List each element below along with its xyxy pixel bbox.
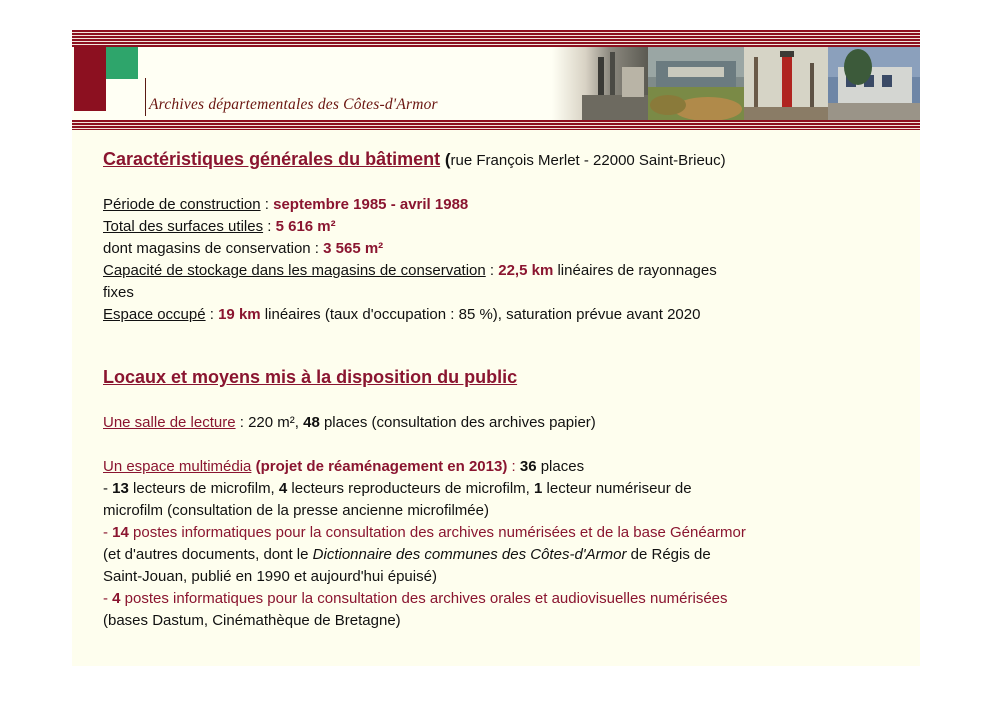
period-label: Période de construction [103,196,261,213]
microfilm-line [103,478,903,500]
photo-red-lighthouse [744,47,828,120]
multimedia-places-word: places [536,458,585,475]
postes-n: 14 [112,524,129,541]
period-value: septembre 1985 - avril 1988 [273,196,469,213]
reading-a: : 220 m², [235,414,304,431]
banner-title: Archives départementales des Côtes-d'Armor [149,96,438,113]
capacity-sep: : [485,262,499,279]
reading-line [103,412,903,434]
occupied-sep: : [205,306,219,323]
orales-bases: (bases Dastum, Cinémathèque de Bretagne) [103,612,401,629]
microfilm-n1: 13 [112,480,129,497]
banner [72,30,920,130]
reading-b: places (consultation des archives papier) [319,414,596,431]
logo-square-maroon-top [74,47,106,79]
section1-heading-line [103,148,903,172]
microfilm-cont: microfilm (consultation de la presse ancienne microfilmée) [103,502,489,519]
reading-places: 48 [303,414,320,431]
photo-blue-building [828,47,920,120]
content [103,148,903,632]
occupied-rest: linéaires (taux d'occupation : 85 %), saturation prévue avant 2020 [260,306,701,323]
section1-address: rue François Merlet - 22000 Saint-Brieuc) [450,152,726,169]
microfilm-n3: 1 [534,480,543,497]
microfilm-dash: - [103,480,113,497]
orales-dash: - [103,590,113,607]
surface-value: 5 616 m² [275,218,336,235]
capacity-rest: linéaires de rayonnages [553,262,717,279]
logo-square-green [106,47,138,79]
microfilm-d: lecteur numériseur de [542,480,692,497]
banner-photo-strip [552,47,920,120]
section2-heading: Locaux et moyens mis à la disposition du public [103,367,518,387]
multimedia-places: 36 [519,458,537,475]
period-sep: : [260,196,274,213]
surface-label: Total des surfaces utiles [103,218,264,235]
magasins-line [103,238,903,260]
occupied-line [103,304,903,326]
banner-stripes-top [72,30,920,47]
microfilm-c: lecteurs reproducteurs de microfilm, [287,480,535,497]
microfilm-b: lecteurs de microfilm, [128,480,279,497]
capacity-line [103,260,903,282]
multimedia-line [103,456,903,478]
capacity-rest2: fixes [103,284,134,301]
occupied-value: 19 km [218,306,261,323]
slide [72,30,920,666]
surface-line [103,216,903,238]
multimedia-sep: : [507,458,520,475]
capacity-value: 22,5 km [498,262,554,279]
orales-line [103,588,903,610]
reading-label: Une salle de lecture [103,414,236,431]
magasins-text: dont magasins de conservation : [103,240,324,257]
period-line [103,194,903,216]
microfilm-n2: 4 [278,480,288,497]
postes-b: postes informatiques pour la consultation des archives numérisées et de la base Généarmor [128,524,746,541]
postes-c: (et d'autres documents, dont le [103,546,313,563]
postes-docs-line [103,544,903,566]
surface-sep: : [263,218,276,235]
multimedia-project: (projet de réaménagement en 2013) [251,458,508,475]
postes-line [103,522,903,544]
dictionnaire-title: Dictionnaire des communes des Côtes-d'Armor [312,546,627,563]
orales-b: postes informatiques pour la consultation des archives orales et audiovisuelles numérisées [120,590,728,607]
multimedia-label: Un espace multimédia [103,458,252,475]
logo-square-maroon-bottom [74,79,106,111]
orales-n: 4 [112,590,121,607]
banner-divider [145,78,146,116]
banner-stripes-bottom [72,120,920,130]
section1-heading: Caractéristiques générales du bâtiment [103,149,441,169]
section2-heading-line [103,366,903,390]
section1-paren: ( [440,150,451,169]
postes-e: Saint-Jouan, publié en 1990 et aujourd'hui épuisé) [103,568,437,585]
photo-workshop [552,47,648,120]
occupied-label: Espace occupé [103,306,206,323]
photo-building-sign [648,47,744,120]
capacity-label: Capacité de stockage dans les magasins de conservation [103,262,486,279]
postes-dash: - [103,524,113,541]
magasins-value: 3 565 m² [323,240,384,257]
postes-d: de Régis de [626,546,711,563]
